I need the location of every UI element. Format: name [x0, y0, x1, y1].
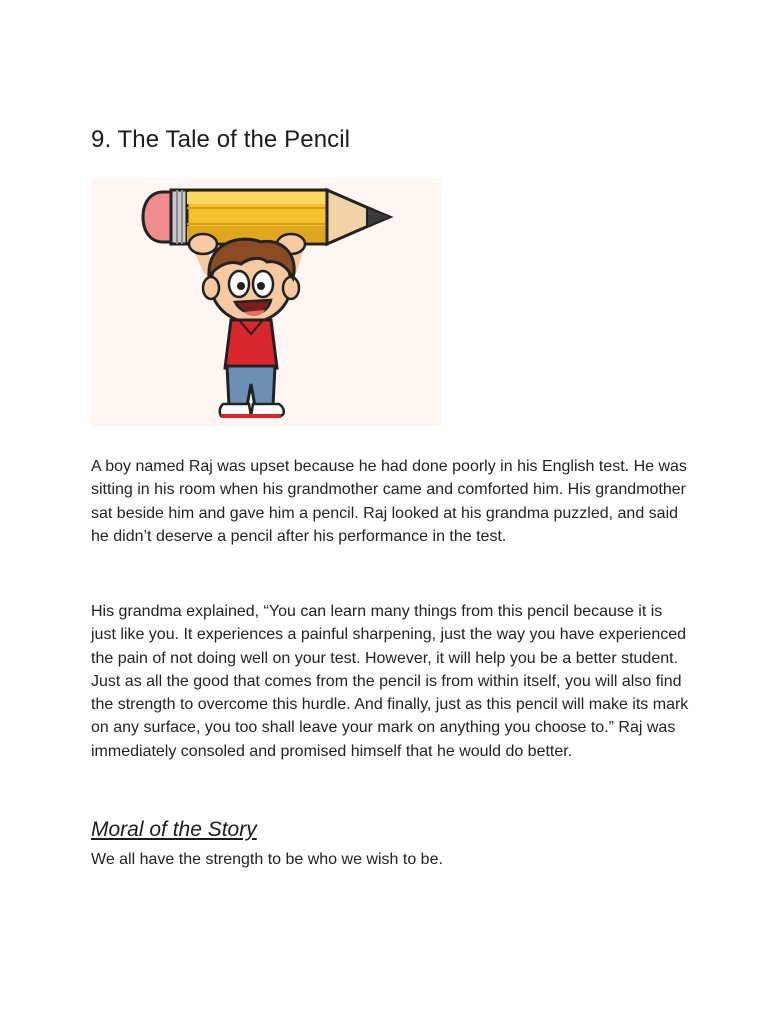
- boy-holding-pencil-icon: [91, 178, 441, 426]
- story-paragraph: His grandma explained, “You can learn many things from this pencil because it is just like you. It experiences a painful sharpening, just the way you have experienced the pain of not doing well on your test. However, it will help you be a better student. Just as all the good that comes from the pencil is from within itself, you will also find the strength to overcome this hurdle. And finally, just as this pencil will make its mark on any surface, you too shall leave your mark on anything you choose to.” Raj was immediately consoled and promised himself that he would do better.: [91, 603, 689, 760]
- story-illustration: [91, 178, 441, 426]
- story-title: 9. The Tale of the Pencil: [91, 126, 351, 153]
- moral-text: We all have the strength to be who we wish to be.: [91, 851, 443, 868]
- story-paragraph: A boy named Raj was upset because he had done poorly in his English test. He was sitting in his room when his grandmother came and comforted him. His grandmother sat beside him and gave him a pencil. Raj looked at his grandma puzzled, and said he didn’t deserve a pencil after his performance in the test.: [91, 458, 687, 545]
- moral-heading: Moral of the Story: [91, 818, 257, 841]
